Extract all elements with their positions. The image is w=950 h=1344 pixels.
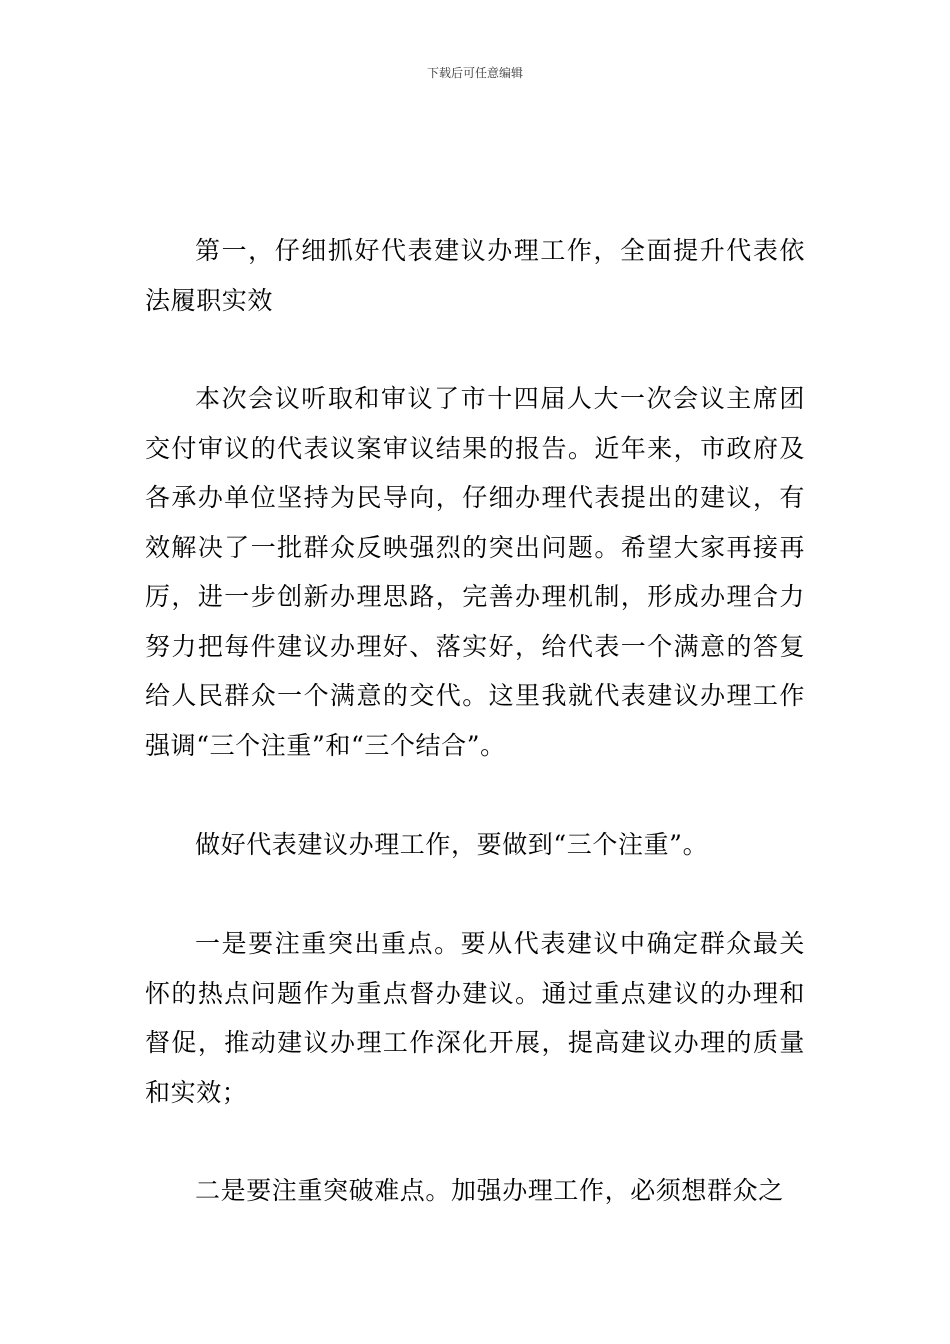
paragraph: 一是要注重突出重点。要从代表建议中确定群众最关怀的热点问题作为重点督办建议。通过重点建议的办理和督促，推动建议办理工作深化开展，提高建议办理的质量和实效； xyxy=(145,929,805,1107)
paragraph: 做好代表建议办理工作，要做到“三个注重”。 xyxy=(195,830,709,859)
paragraph: 本次会议听取和审议了市十四届人大一次会议主席团交付审议的代表议案审议结果的报告。近年来，市政府及各承办单位坚持为民导向，仔细办理代表提出的建议，有效解决了一批群众反映强烈的突出问题。希望大家再接再厉，进一步创新办理思路，完善办理机制，形成办理合力努力把每件建议办理好、落实好，给代表一个满意的答复给人民群众一个满意的交代。这里我就代表建议办理工作强调“三个注重”和“三个结合”。 xyxy=(145,384,805,760)
paragraph: 二是要注重突破难点。加强办理工作，必须想群众之 xyxy=(195,1176,784,1205)
page-header: 下载后可任意编辑 xyxy=(426,66,523,80)
paragraph-heading: 第一，仔细抓好代表建议办理工作，全面提升代表依法履职实效 xyxy=(145,236,805,315)
